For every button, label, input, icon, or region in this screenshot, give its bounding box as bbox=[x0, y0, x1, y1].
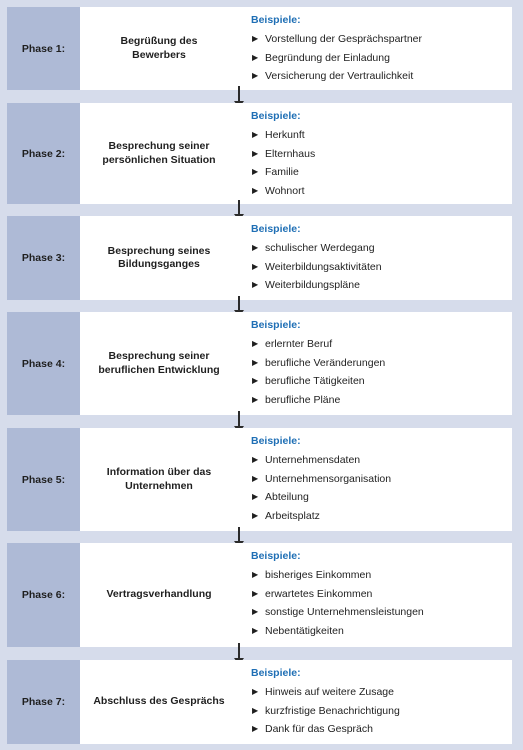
example-text: berufliche Tätigkeiten bbox=[265, 375, 365, 387]
example-item bbox=[251, 451, 512, 470]
triangle-right-icon: ▶ bbox=[252, 492, 259, 501]
triangle-right-icon: ▶ bbox=[252, 473, 259, 483]
phase-title: Vertragsverhandlung bbox=[106, 588, 212, 601]
phase-row bbox=[7, 312, 512, 415]
phase-title: Besprechung seiner beruflichen Entwicklung bbox=[98, 350, 220, 376]
phase-title: Abschluss des Gesprächs bbox=[93, 695, 225, 708]
examples-panel bbox=[239, 7, 512, 90]
triangle-right-icon: ▶ bbox=[252, 455, 259, 464]
example-text: berufliche Pläne bbox=[265, 393, 341, 406]
phase-title-cell bbox=[84, 428, 234, 531]
triangle-right-icon: ▶ bbox=[252, 724, 259, 733]
triangle-right-icon: ▶ bbox=[252, 625, 259, 635]
triangle-right-icon: ▶ bbox=[252, 607, 259, 616]
example-item bbox=[251, 276, 512, 295]
triangle-right-icon: ▶ bbox=[252, 376, 259, 385]
example-item bbox=[251, 163, 512, 182]
triangle-right-icon: ▶ bbox=[252, 570, 259, 579]
phase-title-cell bbox=[84, 660, 234, 744]
phase-row bbox=[7, 543, 512, 647]
examples-list bbox=[251, 30, 512, 86]
examples-panel bbox=[239, 660, 512, 744]
triangle-right-icon: ▶ bbox=[252, 280, 259, 289]
triangle-right-icon: ▶ bbox=[252, 130, 259, 139]
example-text: sonstige Unternehmensleistungen bbox=[265, 606, 424, 618]
examples-heading: Beispiele: bbox=[251, 667, 301, 679]
phase-title-cell bbox=[84, 7, 234, 90]
example-item bbox=[251, 391, 512, 410]
example-item bbox=[251, 239, 512, 258]
example-text: Dank für das Gespräch bbox=[265, 723, 373, 735]
phase-title-cell bbox=[84, 103, 234, 204]
triangle-right-icon: ▶ bbox=[252, 588, 259, 598]
phase-title-cell bbox=[84, 216, 234, 300]
examples-list bbox=[251, 239, 512, 295]
triangle-right-icon: ▶ bbox=[252, 71, 259, 80]
example-text: schulischer Werdegang bbox=[265, 242, 375, 254]
phase-label: Phase 3: bbox=[7, 216, 80, 300]
example-item bbox=[251, 603, 512, 622]
phase-title-cell bbox=[84, 543, 234, 647]
examples-heading: Beispiele: bbox=[251, 223, 301, 235]
triangle-right-icon: ▶ bbox=[252, 687, 259, 696]
examples-panel bbox=[239, 428, 512, 531]
example-text: Abteilung bbox=[265, 491, 309, 503]
examples-panel bbox=[239, 543, 512, 647]
phase-title-cell bbox=[84, 312, 234, 415]
example-item bbox=[251, 566, 512, 585]
examples-heading: Beispiele: bbox=[251, 550, 301, 562]
example-item bbox=[251, 702, 512, 721]
phase-label: Phase 7: bbox=[7, 660, 80, 744]
triangle-right-icon: ▶ bbox=[252, 243, 259, 252]
phase-row bbox=[7, 428, 512, 531]
triangle-right-icon: ▶ bbox=[252, 185, 259, 195]
examples-heading: Beispiele: bbox=[251, 14, 301, 26]
triangle-right-icon: ▶ bbox=[252, 394, 259, 404]
phase-label: Phase 6: bbox=[7, 543, 80, 647]
example-item bbox=[251, 683, 512, 702]
phase-title: Information über das Unternehmen bbox=[106, 466, 212, 492]
example-item bbox=[251, 126, 512, 145]
example-item bbox=[251, 145, 512, 164]
example-item bbox=[251, 585, 512, 604]
triangle-right-icon: ▶ bbox=[252, 261, 259, 271]
example-item bbox=[251, 67, 512, 86]
phase-label: Phase 5: bbox=[7, 428, 80, 531]
example-item bbox=[251, 182, 512, 201]
triangle-right-icon: ▶ bbox=[252, 148, 259, 158]
triangle-right-icon: ▶ bbox=[252, 510, 259, 520]
example-text: Unternehmensdaten bbox=[265, 454, 361, 466]
triangle-right-icon: ▶ bbox=[252, 52, 259, 62]
example-item bbox=[251, 335, 512, 354]
examples-list bbox=[251, 126, 512, 200]
examples-heading: Beispiele: bbox=[251, 110, 301, 122]
example-text: erwartetes Einkommen bbox=[265, 587, 373, 600]
example-text: Vorstellung der Gesprächspartner bbox=[265, 33, 423, 45]
examples-panel bbox=[239, 312, 512, 415]
example-text: Familie bbox=[265, 166, 299, 178]
example-item bbox=[251, 258, 512, 277]
triangle-right-icon: ▶ bbox=[252, 705, 259, 715]
examples-panel bbox=[239, 216, 512, 300]
example-text: Hinweis auf weitere Zusage bbox=[265, 686, 394, 698]
examples-list bbox=[251, 683, 512, 739]
examples-list bbox=[251, 335, 512, 409]
example-item bbox=[251, 30, 512, 49]
triangle-right-icon: ▶ bbox=[252, 357, 259, 367]
example-text: berufliche Veränderungen bbox=[265, 356, 386, 369]
phase-title: Besprechung seiner persönlichen Situation bbox=[102, 140, 216, 166]
phase-row bbox=[7, 103, 512, 204]
example-text: Wohnort bbox=[265, 184, 305, 197]
example-text: Arbeitsplatz bbox=[265, 509, 320, 522]
phase-row bbox=[7, 660, 512, 744]
phase-row bbox=[7, 216, 512, 300]
example-text: Nebentätigkeiten bbox=[265, 624, 344, 637]
example-text: Unternehmensorganisation bbox=[265, 472, 392, 485]
phase-title: Begrüßung des Bewerbers bbox=[120, 35, 198, 61]
example-text: Weiterbildungspläne bbox=[265, 279, 360, 291]
example-text: Versicherung der Vertraulichkeit bbox=[265, 70, 414, 82]
example-item bbox=[251, 49, 512, 68]
example-text: Begründung der Einladung bbox=[265, 51, 390, 64]
examples-heading: Beispiele: bbox=[251, 435, 301, 447]
example-item bbox=[251, 622, 512, 641]
example-item bbox=[251, 354, 512, 373]
phase-title: Besprechung seines Bildungsganges bbox=[107, 244, 211, 270]
example-item bbox=[251, 720, 512, 739]
example-text: Herkunft bbox=[265, 129, 305, 141]
example-text: Elternhaus bbox=[265, 147, 316, 160]
example-text: kurzfristige Benachrichtigung bbox=[265, 704, 400, 717]
example-item bbox=[251, 372, 512, 391]
example-item bbox=[251, 488, 512, 507]
examples-list bbox=[251, 566, 512, 640]
triangle-right-icon: ▶ bbox=[252, 34, 259, 43]
example-item bbox=[251, 507, 512, 526]
examples-panel bbox=[239, 103, 512, 204]
triangle-right-icon: ▶ bbox=[252, 167, 259, 176]
example-text: erlernter Beruf bbox=[265, 338, 333, 350]
phase-label: Phase 1: bbox=[7, 7, 80, 90]
examples-heading: Beispiele: bbox=[251, 319, 301, 331]
examples-list bbox=[251, 451, 512, 525]
phase-label: Phase 4: bbox=[7, 312, 80, 415]
example-item bbox=[251, 470, 512, 489]
phase-row bbox=[7, 7, 512, 90]
example-text: Weiterbildungsaktivitäten bbox=[265, 260, 382, 273]
triangle-right-icon: ▶ bbox=[252, 339, 259, 348]
phase-label: Phase 2: bbox=[7, 103, 80, 204]
example-text: bisheriges Einkommen bbox=[265, 569, 372, 581]
